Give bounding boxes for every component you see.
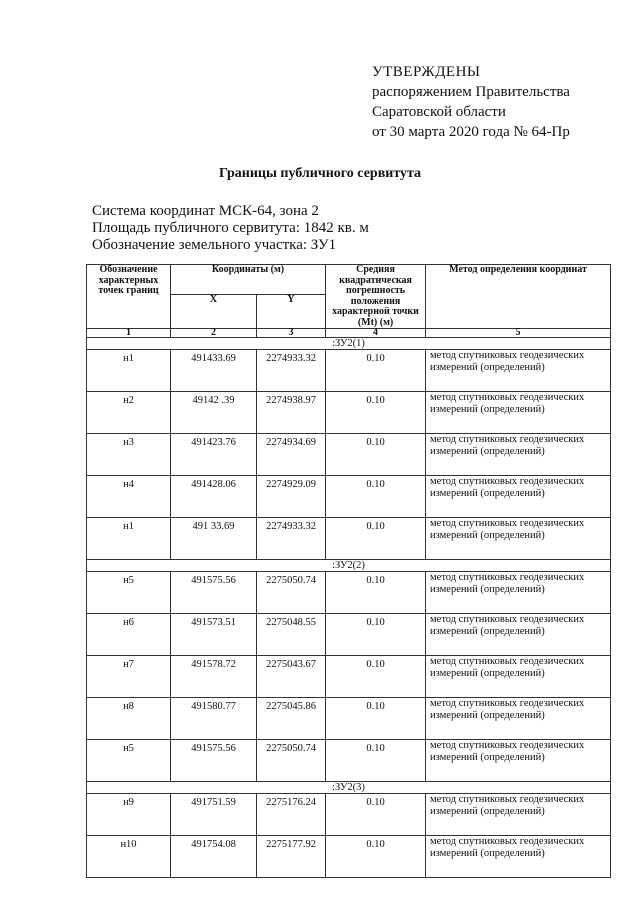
y-coordinate-cell: 2275050.74 bbox=[257, 572, 326, 614]
error-cell: 0.10 bbox=[326, 476, 426, 518]
method-cell: метод спутниковых геодезических измерений (определений) bbox=[426, 836, 611, 878]
y-coordinate-cell: 2275050.74 bbox=[257, 740, 326, 782]
x-coordinate-cell: 491751.59 bbox=[171, 794, 257, 836]
table-row bbox=[87, 476, 611, 518]
y-coordinate-cell: 2275176.24 bbox=[257, 794, 326, 836]
document-title: Границы публичного сервитута bbox=[218, 166, 422, 181]
method-cell: метод спутниковых геодезических измерений (определений) bbox=[426, 698, 611, 740]
method-cell: метод спутниковых геодезических измерений (определений) bbox=[426, 656, 611, 698]
y-coordinate-cell: 2274929.09 bbox=[257, 476, 326, 518]
method-cell: метод спутниковых геодезических измерений (определений) bbox=[426, 392, 611, 434]
table-row bbox=[87, 794, 611, 836]
error-cell: 0.10 bbox=[326, 572, 426, 614]
method-cell: метод спутниковых геодезических измерений (определений) bbox=[426, 518, 611, 560]
x-coordinate-cell: 491575.56 bbox=[171, 572, 257, 614]
x-coordinate-cell: 491578.72 bbox=[171, 656, 257, 698]
area-line: Площадь публичного сервитута: 1842 кв. м bbox=[92, 220, 369, 236]
method-cell: метод спутниковых геодезических измерений (определений) bbox=[426, 434, 611, 476]
header-x: X bbox=[171, 295, 257, 329]
method-cell: метод спутниковых геодезических измерений (определений) bbox=[426, 794, 611, 836]
method-cell: метод спутниковых геодезических измерений (определений) bbox=[426, 350, 611, 392]
point-name-cell: н5 bbox=[87, 572, 171, 614]
column-number: 2 bbox=[171, 329, 257, 338]
boundary-points-table bbox=[86, 264, 611, 878]
error-cell: 0.10 bbox=[326, 434, 426, 476]
error-cell: 0.10 bbox=[326, 656, 426, 698]
y-coordinate-cell: 2274934.69 bbox=[257, 434, 326, 476]
x-coordinate-cell: 491754.08 bbox=[171, 836, 257, 878]
table-row bbox=[87, 350, 611, 392]
approval-date-line: от 30 марта 2020 года № 64-Пр bbox=[372, 124, 570, 140]
error-cell: 0.10 bbox=[326, 740, 426, 782]
zone-label: :ЗУ2(1) bbox=[87, 338, 611, 350]
point-name-cell: н4 bbox=[87, 476, 171, 518]
x-coordinate-cell: 491433.69 bbox=[171, 350, 257, 392]
error-cell: 0.10 bbox=[326, 698, 426, 740]
method-cell: метод спутниковых геодезических измерений (определений) bbox=[426, 614, 611, 656]
point-name-cell: н9 bbox=[87, 794, 171, 836]
coordinate-system-line: Система координат МСК-64, зона 2 bbox=[92, 203, 319, 219]
x-coordinate-cell: 491428.06 bbox=[171, 476, 257, 518]
column-number: 1 bbox=[87, 329, 171, 338]
point-name-cell: н6 bbox=[87, 614, 171, 656]
header-y: Y bbox=[257, 295, 326, 329]
column-number: 3 bbox=[257, 329, 326, 338]
approval-block bbox=[372, 62, 570, 142]
y-coordinate-cell: 2275048.55 bbox=[257, 614, 326, 656]
y-coordinate-cell: 2274933.32 bbox=[257, 518, 326, 560]
approval-line: Саратовской области bbox=[372, 104, 506, 120]
zone-row bbox=[87, 560, 611, 572]
column-number: 4 bbox=[326, 329, 426, 338]
zone-label: :ЗУ2(2) bbox=[87, 560, 611, 572]
x-coordinate-cell: 491423.76 bbox=[171, 434, 257, 476]
point-name-cell: н5 bbox=[87, 740, 171, 782]
table-row bbox=[87, 836, 611, 878]
method-cell: метод спутниковых геодезических измерений (определений) bbox=[426, 740, 611, 782]
point-name-cell: н8 bbox=[87, 698, 171, 740]
header-coordinates: Координаты (м) bbox=[171, 265, 326, 295]
y-coordinate-cell: 2275043.67 bbox=[257, 656, 326, 698]
x-coordinate-cell: 491 33.69 bbox=[171, 518, 257, 560]
table-row bbox=[87, 392, 611, 434]
method-cell: метод спутниковых геодезических измерений (определений) bbox=[426, 476, 611, 518]
method-cell: метод спутниковых геодезических измерений (определений) bbox=[426, 572, 611, 614]
point-name-cell: н1 bbox=[87, 350, 171, 392]
error-cell: 0.10 bbox=[326, 614, 426, 656]
approval-heading: УТВЕРЖДЕНЫ bbox=[372, 64, 481, 80]
table-row bbox=[87, 518, 611, 560]
column-number-row bbox=[87, 329, 611, 338]
y-coordinate-cell: 2275177.92 bbox=[257, 836, 326, 878]
header-error: Средняя квадратическая погрешность положения характерной точки (Mt) (м) bbox=[326, 265, 426, 329]
zone-row bbox=[87, 782, 611, 794]
table-body bbox=[87, 338, 611, 878]
table-row bbox=[87, 614, 611, 656]
zone-label: :ЗУ2(3) bbox=[87, 782, 611, 794]
table-row bbox=[87, 698, 611, 740]
land-plot-line: Обозначение земельного участка: ЗУ1 bbox=[92, 237, 337, 253]
header-point-designation: Обозначение характерных точек границ bbox=[87, 265, 171, 329]
error-cell: 0.10 bbox=[326, 518, 426, 560]
table-row bbox=[87, 740, 611, 782]
point-name-cell: н7 bbox=[87, 656, 171, 698]
x-coordinate-cell: 491580.77 bbox=[171, 698, 257, 740]
point-name-cell: н2 bbox=[87, 392, 171, 434]
table-row bbox=[87, 434, 611, 476]
header-method: Метод определения координат bbox=[426, 265, 611, 329]
table-row bbox=[87, 572, 611, 614]
y-coordinate-cell: 2274933.32 bbox=[257, 350, 326, 392]
zone-row bbox=[87, 338, 611, 350]
error-cell: 0.10 bbox=[326, 794, 426, 836]
x-coordinate-cell: 49142 .39 bbox=[171, 392, 257, 434]
error-cell: 0.10 bbox=[326, 392, 426, 434]
point-name-cell: н10 bbox=[87, 836, 171, 878]
point-name-cell: н3 bbox=[87, 434, 171, 476]
table-row bbox=[87, 656, 611, 698]
column-number: 5 bbox=[426, 329, 611, 338]
x-coordinate-cell: 491575.56 bbox=[171, 740, 257, 782]
document-meta bbox=[92, 203, 369, 254]
point-name-cell: н1 bbox=[87, 518, 171, 560]
error-cell: 0.10 bbox=[326, 836, 426, 878]
y-coordinate-cell: 2274938.97 bbox=[257, 392, 326, 434]
error-cell: 0.10 bbox=[326, 350, 426, 392]
y-coordinate-cell: 2275045.86 bbox=[257, 698, 326, 740]
x-coordinate-cell: 491573.51 bbox=[171, 614, 257, 656]
approval-line: распоряжением Правительства bbox=[372, 84, 570, 100]
